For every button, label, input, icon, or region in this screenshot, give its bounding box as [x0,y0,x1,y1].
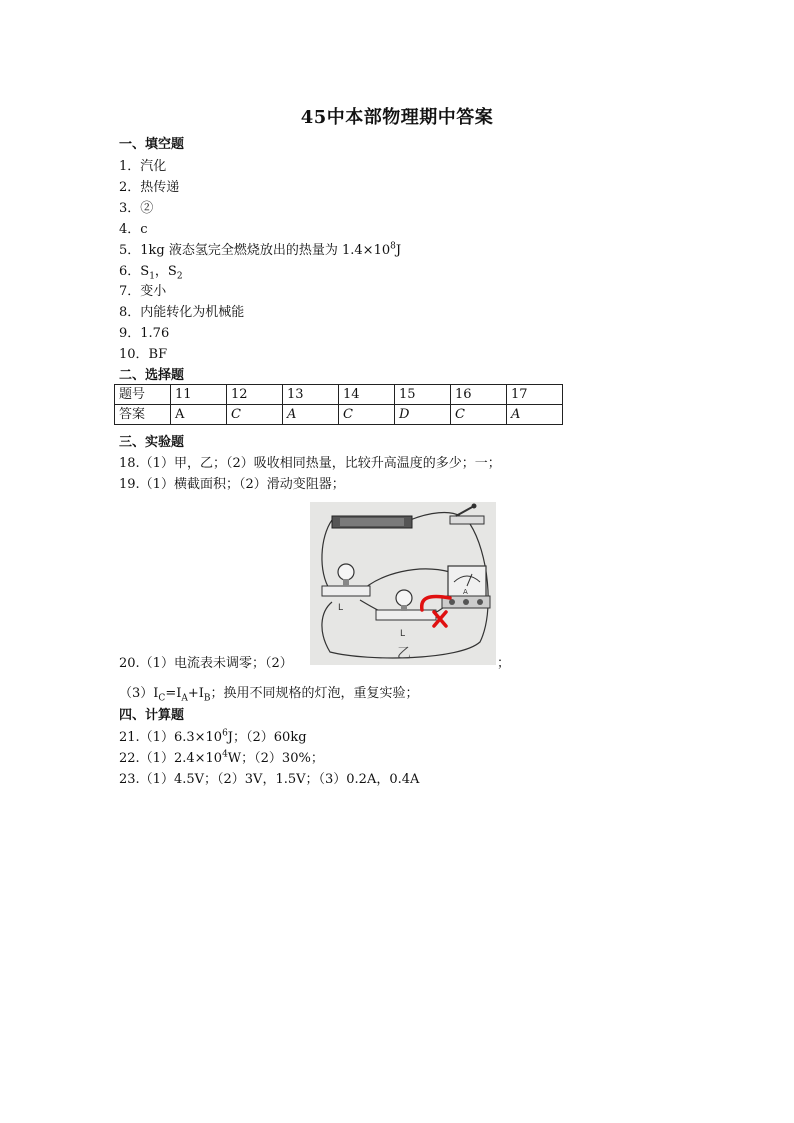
page-title: 45中本部物理期中答案 [300,107,494,128]
fill-answer-6-sub2: 2 [176,271,183,282]
circuit-photo [310,502,496,665]
fill-answer-4: 4．c [119,222,148,237]
circuit-diagram [310,502,496,665]
calc-answer-22-exponent: 4 [222,749,228,760]
formula-ia: =I [165,686,182,701]
experiment-answer-20-part3 [119,682,419,704]
fill-answer-6 [119,260,183,282]
question-number-cell: 14 [339,385,395,405]
formula-sub-a: A [181,693,188,704]
fill-answer-5 [119,239,401,258]
experiment-answer-20-end: ； [497,656,511,671]
question-number-cell: 17 [507,385,563,405]
figure-caption: 乙 [397,646,411,662]
fill-answer-5-text: 5．1kg 液态氢完全燃烧放出的热量为 1.4×10 [119,243,391,258]
question-number-cell: 13 [283,385,339,405]
calc-answer-21-text: 21.（1）6.3×10 [119,730,223,745]
experiment-answer-20-part3-text: ；换用不同规格的灯泡，重复实验； [210,686,419,701]
choice-answer-table [114,384,563,425]
section-experiment-heading: 三、实验题 [119,435,185,450]
table-row [115,405,563,425]
formula-sub-c: C [158,693,166,704]
lamp-l2-label: L [338,603,344,613]
calc-answer-23: 23.（1）4.5V；（2）3V，1.5V；（3）0.2A，0.4A [119,772,420,787]
answer-cell: C [227,405,283,425]
experiment-answer-18: 18.（1）甲，乙；（2）吸收相同热量，比较升高温度的多少；一； [119,456,501,471]
fill-answer-6-mid: ，S [154,264,177,279]
answer-cell: D [395,405,451,425]
answer-cell: A [171,405,227,425]
fill-answer-1: 1．汽化 [119,159,167,174]
ammeter-label: A [463,588,468,596]
section-fill-heading: 一、填空题 [119,137,185,152]
fill-answer-7: 7．变小 [119,284,167,299]
fill-answer-6-sub1: 1 [149,271,155,282]
formula-ic: （3）I [119,686,159,701]
fill-answer-3: 3．② [119,201,154,216]
calc-answer-22-text: 22.（1）2.4×10 [119,751,223,766]
question-number-cell: 12 [227,385,283,405]
formula-ib: +I [187,686,204,701]
question-number-cell: 15 [395,385,451,405]
table-row [115,385,563,405]
experiment-answer-20-text: 20.（1）电流表未调零；（2） [119,656,293,671]
table-row-label: 答案 [115,405,171,425]
fill-answer-6-text: 6．S [119,264,150,279]
fill-answer-5-exponent: 8 [390,241,396,252]
experiment-answer-19: 19.（1）横截面积；（2）滑动变阻器； [119,477,345,492]
answer-cell: C [339,405,395,425]
section-calc-heading: 四、计算题 [119,708,185,723]
fill-answer-8: 8．内能转化为机械能 [119,305,245,320]
question-number-cell: 16 [451,385,507,405]
question-number-cell: 11 [171,385,227,405]
table-row-label: 题号 [115,385,171,405]
fill-answer-9: 9．1.76 [119,326,170,341]
section-choice-heading: 二、选择题 [119,368,185,383]
fill-answer-10: 10．BF [119,347,168,362]
calc-answer-21-exponent: 6 [222,728,228,739]
calc-answer-22 [119,747,324,766]
answer-cell: A [283,405,339,425]
calc-answer-21 [119,726,307,745]
lamp-l1-label: L [400,629,406,639]
calc-answer-21-rest: J；（2）60kg [227,730,307,745]
fill-answer-2: 2．热传递 [119,180,180,195]
fill-answer-5-unit: J [395,243,402,258]
experiment-answer-20 [119,652,293,671]
answer-cell: C [451,405,507,425]
formula-sub-b: B [203,693,211,704]
answer-cell: A [507,405,563,425]
calc-answer-22-rest: W；（2）30%； [227,751,324,766]
